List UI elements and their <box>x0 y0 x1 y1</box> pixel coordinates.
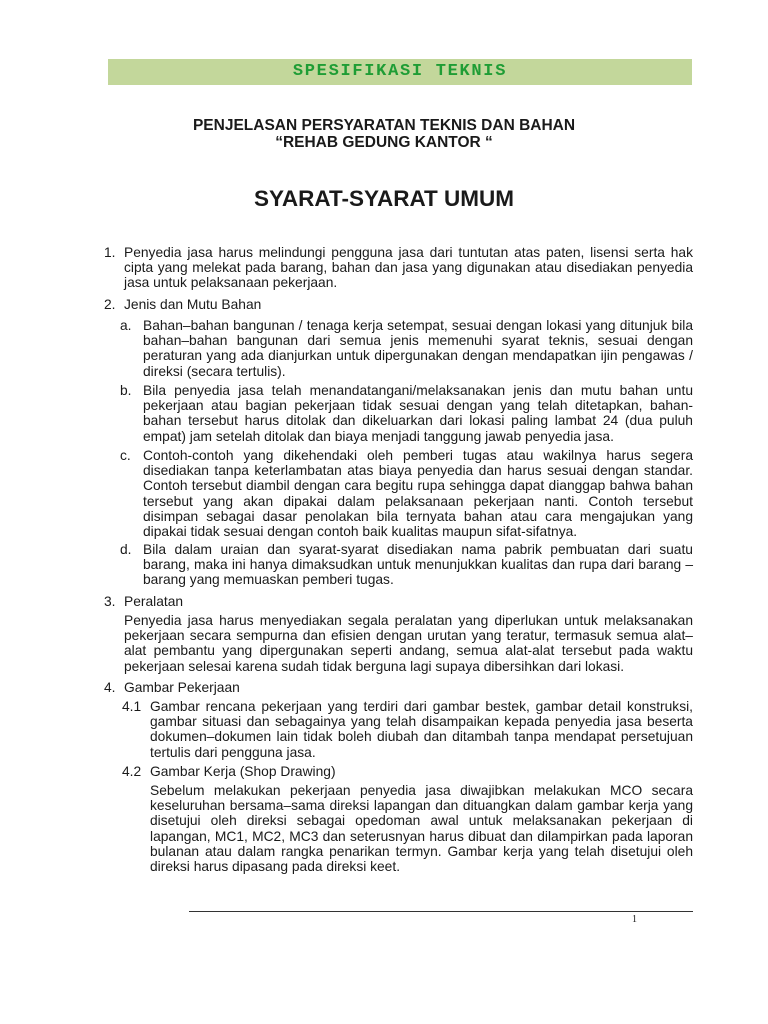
text-line: pekerjaan selesai karena sudah tidak berguna lagi supaya dibersihkan dari lokasi. <box>124 658 625 674</box>
text-line: pekerjaan atau bagian pekerjaan tidak sesuai dengan yang telah ditetapkan, bahan- <box>143 398 693 414</box>
text-line: dokumen–dokumen lain tidak boleh diubah dan ditambah tanpa mendapat persetujuan <box>150 729 693 745</box>
text-line: bahan–bahan bangunan dari semua jenis memenuhi syarat teknis, sesuai dengan <box>143 333 693 349</box>
sublist-item-b-text <box>143 383 693 444</box>
text-line: disetujui oleh direksi sebagai opedoman awal untuk melaksanakan pekerjaan di <box>150 813 693 829</box>
sublist-item-a-text <box>143 318 693 379</box>
text-line: Penyedia jasa harus melindungi pengguna jasa dari tuntutan atas paten, lisensi serta hak <box>124 245 693 260</box>
text-line: tertulis dari pengguna jasa. <box>150 744 316 760</box>
text-line: jasa untuk pelaksanaan pekerjaan. <box>124 275 338 291</box>
text-line: Gambar rencana pekerjaan yang terdiri dari gambar bestek, gambar detail konstruksi, <box>150 699 693 714</box>
text-line: Contoh-contoh yang dikehendaki oleh pemberi tugas atau wakilnya harus segera <box>143 448 693 463</box>
sublist-marker: c. <box>120 448 131 463</box>
list-item-title: Peralatan <box>124 594 184 609</box>
list-marker: 2. <box>104 297 116 312</box>
text-line: Penyedia jasa harus menyediakan segala peralatan yang diperlukan untuk melaksanakan <box>124 613 693 628</box>
document-subtitle-line-2: “REHAB GEDUNG KANTOR “ <box>275 134 493 151</box>
text-line: bahan tersebut harus ditolak dan dikeluarkan dari lokasi paling lambat 24 (dua puluh <box>143 413 693 429</box>
list-marker: 1. <box>104 245 116 260</box>
sublist-marker: b. <box>120 383 132 398</box>
text-line: empat) jam setelah ditolak dan biaya menjadi tanggung jawab penyedia jasa. <box>143 428 614 444</box>
sublist-item-d-text <box>143 542 693 588</box>
text-line: lapangan, MC1, MC2, MC3 dan seterusnyan harus dibuat dan dilampirkan pada laporan <box>150 828 693 844</box>
banner-title: SPESIFIKASI TEKNIS <box>292 62 508 81</box>
list-item-1-text <box>124 245 693 291</box>
text-line: cipta yang melekat pada barang, bahan dan jasa yang digunakan atau disediakan penyedia <box>124 260 693 276</box>
sublist-item-4-2-text <box>150 783 693 874</box>
text-line: Bila dalam uraian dan syarat-syarat disediakan nama pabrik pembuatan dari suatu <box>143 542 693 557</box>
text-line: pekerjaan secara sempurna dan efisien dengan urutan yang teratur, termasuk semua alat– <box>124 628 693 644</box>
text-line: peraturan yang ada dianjurkan untuk dipergunakan dengan mendapatkan ijin pengawas / <box>143 348 693 364</box>
sublist-item-4-1-text <box>150 699 693 760</box>
list-item-3-text <box>124 613 693 674</box>
text-line: Bila penyedia jasa telah menandatangani/melaksanakan jenis dan mutu bahan untu <box>143 383 693 398</box>
text-line: keseluruhan bersama–sama direksi lapangan dan dituangkan dalam gambar kerja yang <box>150 798 693 814</box>
text-line: gambar situasi dan sebagainya yang telah disampaikan kepada penyedia jasa beserta <box>150 714 693 730</box>
section-banner <box>108 59 692 85</box>
text-line: bulanan atau dalam rangka penarikan termyn. Gambar kerja yang telah disetujui oleh <box>150 843 693 859</box>
sublist-marker: 4.1 <box>122 699 142 714</box>
footer-divider <box>189 911 693 912</box>
section-heading: SYARAT-SYARAT UMUM <box>253 186 515 211</box>
sublist-marker: 4.2 <box>122 764 142 779</box>
list-marker: 4. <box>104 680 116 695</box>
text-line: alat pembantu yang dipergunakan seperti andang, semua alat-alat tersebut pada waktu <box>124 643 693 659</box>
text-line: Contoh tersebut diambil dengan cara begitu rupa sehingga dapat dianggap bahwa bahan <box>143 478 693 494</box>
list-item-title: Jenis dan Mutu Bahan <box>124 297 262 312</box>
page-number: 1 <box>632 914 637 925</box>
text-line: Bahan–bahan bangunan / tenaga kerja setempat, sesuai dengan lokasi yang ditunjuk bila <box>143 318 693 333</box>
text-line: disimpan sebagai dasar penolakan bila ternyata bahan atau cara mengajukan yang <box>143 508 693 524</box>
document-subtitle-line-1: PENJELASAN PERSYARATAN TEKNIS DAN BAHAN <box>192 117 576 134</box>
text-line: direksi (secara tertulis). <box>143 363 286 379</box>
sublist-item-title: Gambar Kerja (Shop Drawing) <box>150 764 336 779</box>
list-item-title: Gambar Pekerjaan <box>124 680 240 695</box>
text-line: direksi harus dipasang pada direksi keet. <box>150 858 401 874</box>
text-line: barang yang memuaskan pemberi tugas. <box>143 572 394 588</box>
text-line: barang, maka ini hanya dimaksudkan untuk menunjukkan kualitas dan rupa dari barang – <box>143 557 693 573</box>
text-line: dipakai tidak sesuai dengan contoh baik kualitas maupun sifat-sifatnya. <box>143 523 578 539</box>
sublist-item-c-text <box>143 448 693 539</box>
text-line: disediakan tanpa keterlambatan atas biaya penyedia dan harus sesuai dengan standar. <box>143 463 693 479</box>
list-marker: 3. <box>104 594 116 609</box>
text-line: Sebelum melakukan pekerjaan penyedia jasa diwajibkan melakukan MCO secara <box>150 783 693 798</box>
sublist-marker: a. <box>120 318 132 333</box>
sublist-marker: d. <box>120 542 132 557</box>
text-line: tersebut yang akan dipakai dalam pelaksanaan pekerjaan nanti. Contoh tersebut <box>143 493 693 509</box>
